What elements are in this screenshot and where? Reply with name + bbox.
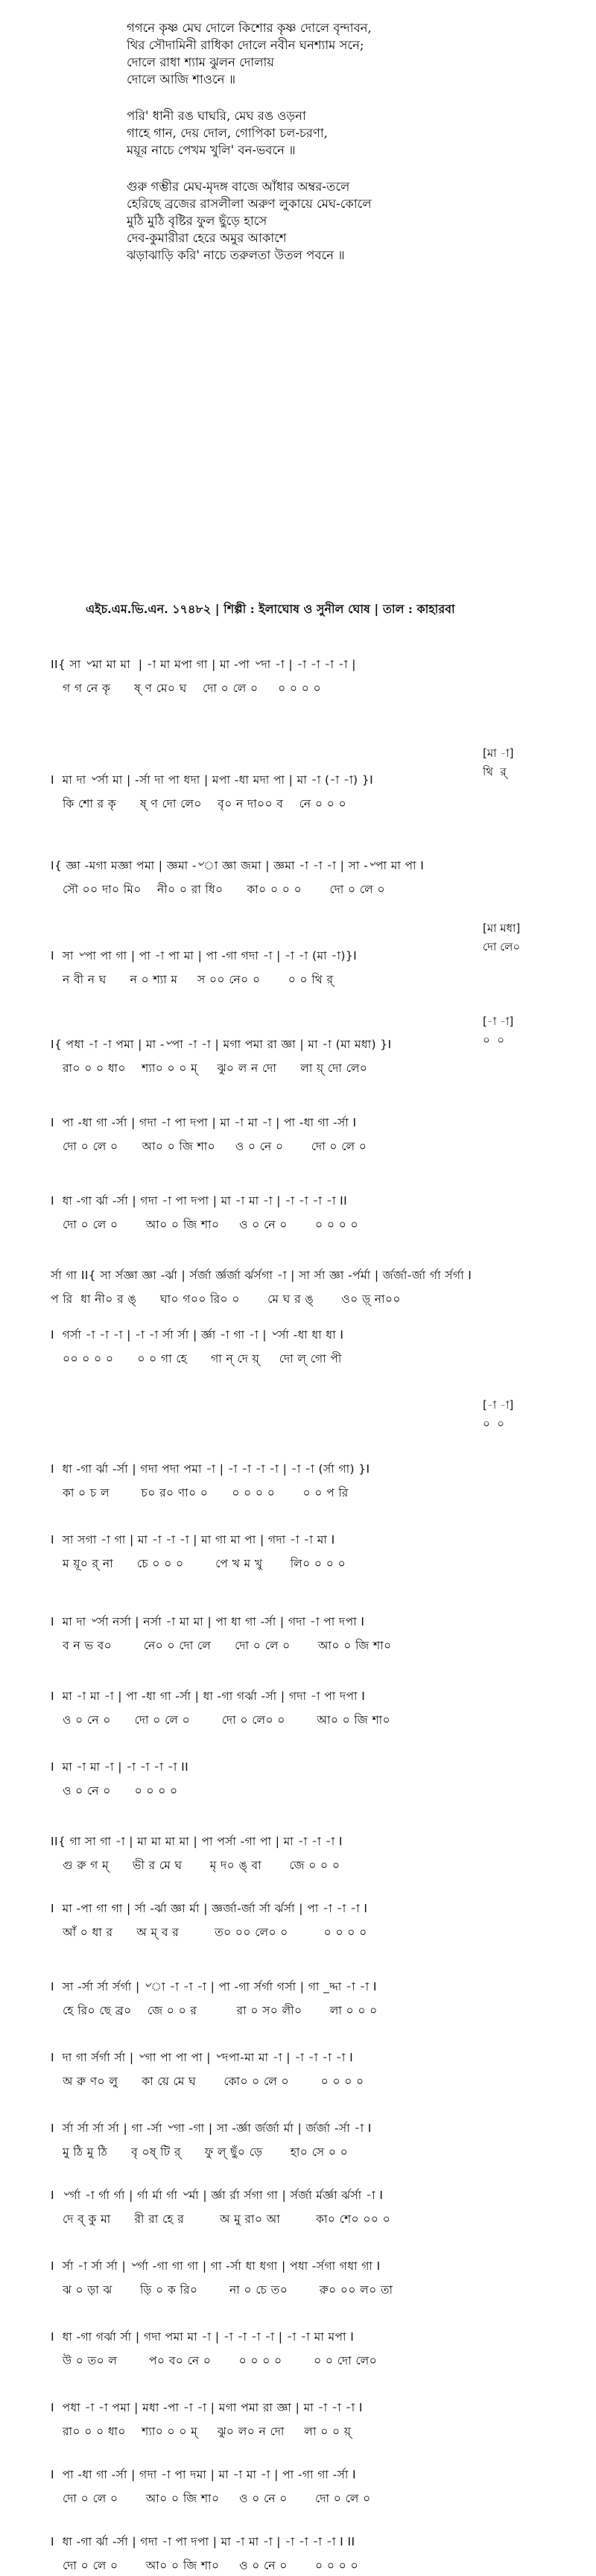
lyric-syllable-line: আঁ ০ ধা র অ ম্ ব র ত০ ০০ লে০ ০ ০ ০ ০ ০ [51, 1926, 367, 1939]
notation-row [51, 2119, 372, 2163]
notation-row [51, 2049, 364, 2092]
swara-line: I র্সা র্সা র্সা র্সা | গা -র্সা ৺গা -গা | সা -র্জ্ঞা র্জর্জা র্মা | র্জর্জা -র্সা -া I [51, 2122, 372, 2135]
swara-line: I পা -ধা গা -র্সা | গদা -া পা দপা | মা -া মা -া | পা -ধা গা -র্সা I [51, 1116, 357, 1129]
ending-bracket [483, 920, 520, 957]
lyric-syllable-line: কা ০ চ ল চ০ র০ ণা০ ০ ০ ০ ০ ০ ০ ০ প রি [51, 1486, 349, 1500]
notation-row [51, 2186, 390, 2230]
swara-line: I গর্সা -া -া -া | -া -া র্সা র্সা | র্জ্ঞা -া গা -া | ৺র্সা -ধা ধা ধা I [51, 1328, 344, 1342]
swara-line: I ধা -গা গর্ঝা র্সা | গদা পমা মা -া | -া -া -া -া | -া -া মা মপা I [51, 2330, 355, 2344]
ending-bracket [483, 1013, 513, 1050]
swara-line: I ধা -গা র্ঝা -র্সা | গদা -া পা দপা | মা -া মা -া | -া -া -া -া II [51, 1194, 348, 1208]
swara-line: I ৺র্গা -া র্গা র্গা | র্গা র্মা র্গা ৺র্মা | র্জ্ঞা র্রা র্সগা গা | র্সর্জা র্মর্জ্ঞা র্ঝর্সা -া I [51, 2189, 384, 2202]
lyric-syllable-line: ন বী ন ঘ ন ০ শ্যা ম স ০০ নে০ ০ ০ ০ থি র্ [51, 973, 334, 986]
swara-line: I র্সা -া র্সা র্সা | ৺র্গা -গা গা গা | গা -র্সা ধা ধগা | পধা -র্সগা গধা গা I [51, 2259, 381, 2273]
notation-row [51, 1687, 390, 1730]
notation-row [51, 1114, 367, 1157]
notation-row [51, 1531, 346, 1574]
lyric-syllable-line: মু ঠি মু ঠি বৃ ০ষ্ টি র্ ফু ল্ ছুঁ০ ড়ে হা০ সে ০ ০ [51, 2145, 349, 2159]
notation-row [51, 947, 357, 990]
lyric-syllable-line: ও ০ নে ০ ০ ০ ০ ০ [51, 1784, 178, 1798]
swara-line: I সা ৺পা পা গা | পা -া পা মা | পা -গা গদা -া | -া -া (মা -া)}I [51, 949, 358, 962]
swara-line: I মা -পা গা গা | র্সা -র্ঝা জ্ঞা র্মা | জ্ঞর্জা-র্জা র্সা র্ঝর্সা | পা -া -া -া I [51, 1902, 368, 1915]
ending-bracket [483, 745, 514, 782]
notation-row [51, 1266, 472, 1310]
swara-line: II{ সা ৺মা মা মা | -া মা মপা গা | মা -পা ৺দা -া | -া -া -া -া | [51, 658, 356, 671]
stanza-gap [127, 87, 544, 107]
lyric-syllable-line: অ রু ণ০ লু কা য়ে মে ঘ কো০ ০ লে ০ ০ ০ ০ ০ [51, 2075, 364, 2088]
swara-line: I মা -া মা -া | -া -া -া -া II [51, 1760, 189, 1774]
notation-row [51, 1326, 343, 1369]
stanza-gap [127, 158, 544, 177]
swara-line: I মা -া মা -া | পা -ধা গা -র্সা | ধা -গা গর্ঝা -র্সা | গদা -া পা দপা I [51, 1690, 366, 1703]
swara-line: I{ পধা -া -া পমা | মা -৺পা -া -া | মগা পমা রা জ্ঞা | মা -া (মা মধা) }I [51, 1038, 392, 1051]
swara-line: I মা দা ৺র্সা মা | -র্সা দা পা ধদা | মপা -ধা মদা পা | মা -া (-া -া) }I [51, 773, 374, 787]
swara-line: I পধা -া -া পমা | মধা -পা -া -া | মগা পমা রা জ্ঞা | মা -া -া -া I [51, 2401, 363, 2414]
lyric-syllable-line: গ গ নে কৃ ষ্ ণ মে০ ঘ দো ০ লে ০ ০ ০ ০ ০ [51, 682, 322, 695]
lyric-syllable-line: রা০ ০ ০ ধা০ শ্যা০ ০ ০ ম্ ঝু০ ল ন দো লা য়্ দো লে০ [51, 1062, 368, 1075]
lyric-syllable-line: রা০ ০ ০ ধা০ শ্যা০ ০ ০ ম্ ঝু০ ল০ ন দো লা ০ ০ য়্ [51, 2425, 352, 2438]
bracket-notation: [মা -া] থি র্ [483, 746, 514, 778]
lyric-line: থির সৌদামিনী রাধিকা দোলে নবীন ঘনশ্যাম সনে; [127, 38, 364, 52]
notation-row [51, 2533, 358, 2576]
notation-row [51, 1900, 367, 1943]
lyric-line: মুঠি মুঠি বৃষ্টির ফুল ছুঁড়ে হাসে [127, 214, 267, 228]
lyric-syllable-line: ম য়ূ০ র্ না চে ০ ০ ০ পে খ ম খু লি০ ০ ০ ০ [51, 1557, 346, 1570]
swara-line: I ধা -গা র্ঝা -র্সা | গদা -া পা দপা | মা -া মা -া | -া -া -া -া I II [51, 2535, 355, 2548]
notation-row [51, 2328, 377, 2371]
lyric-line: গগনে কৃষ্ণ মেঘ দোলে কিশোর কৃষ্ণ দোলে বৃন্দাবন, [127, 21, 372, 35]
notation-row [51, 1978, 378, 2021]
swara-line: II{ গা সা গা -া | মা মা মা মা | পা পর্সা -গা পা | মা -া -া -া I [51, 1835, 343, 1848]
lyric-syllable-line: উ ০ ত০ ল প০ ব০ নে ০ ০ ০ ০ ০ ০ ০ দো লে০ [51, 2354, 378, 2367]
lyric-line: গুরু গম্ভীর মেঘ-মৃদঙ্গ বাজে আঁধার অম্বর-তলে [127, 180, 350, 194]
record-info-line: এইচ.এম.ভি.এন. ১৭৪৮২ | শিল্পী : ইলাঘোষ ও সুনীল ঘোষ | তাল : কাহারবা [86, 602, 455, 616]
lyric-syllable-line: দো ০ লে ০ আ০ ০ জি শা০ ও ০ নে ০ ০ ০ ০ ০ [51, 2559, 358, 2572]
swara-line: I সা সগা -া গা | মা -া -া -া | মা গা মা পা | গদা -া -া মা I [51, 1533, 335, 1546]
lyric-line: দোলে রাধা শ্যাম ঝুলন দোলায় [127, 55, 275, 69]
lyric-syllable-line: ০০ ০ ০ ০ ০ ০ গা হে গা ন্ দে য়্ দো ল্ গো পী [51, 1352, 342, 1365]
lyric-syllable-line: সৌ ০০ দা০ মি০ নী০ ০ রা ধি০ কা০ ০ ০ ০ দো ০ লে ০ [51, 883, 385, 896]
notation-row [51, 1460, 370, 1503]
lyric-syllable-line: ব ন ভ ব০ নে০ ০ দো লে দো ০ লে ০ আ০ ০ জি শা০ [51, 1639, 392, 1652]
bracket-notation: [-া -া] ০ ০ [483, 1398, 514, 1430]
song-lyrics [127, 19, 544, 263]
notation-row [51, 1613, 392, 1656]
lyric-line: হেরিছে ব্রজের রাসলীলা অরুণ লুকায়ে মেঘ-কোলে [127, 197, 372, 211]
swara-line: র্সা গা II{ সা র্সজ্ঞা জ্ঞা -র্ঝা | র্সর্জা র্জ্ঞর্জা র্ঝর্সগা -া | সা র্সা জ্ঞা -র্পর্মা | র্জর্জা-র্জা র্গা র্সর্গা I [51, 1269, 472, 1282]
lyric-syllable-line: দে ব্ কু মা রী রা হে র অ মু রা০ আ কা০ শে০ ০০ ০ [51, 2212, 391, 2226]
swara-line: I ধা -গা র্ঝা -র্সা | গদা পদা পমা -া | -া -া -া -া | -া -া (র্সা গা) }I [51, 1462, 370, 1476]
bracket-notation: [মা মধা] দো লে০ [483, 921, 521, 954]
lyric-syllable-line: কি শো র কৃ ষ্ ণ দো লে০ বৃ০ ন দা০০ ব নে ০ ০ ০ [51, 797, 346, 810]
notation-row [51, 857, 424, 900]
notation-row [51, 1192, 358, 1235]
notation-row [51, 1833, 343, 1876]
notation-row [51, 2466, 371, 2509]
bracket-notation: [-া -া] ০ ০ [483, 1015, 514, 1047]
notation-row [51, 2399, 363, 2442]
swara-line: I{ জ্ঞা -মগা মজ্ঞা পমা | জ্ঞমা -৺া জ্ঞা জমা | জ্ঞমা -া -া -া | সা -৺পা মা পা I [51, 859, 425, 872]
lyric-line: দোলে আজি শাওনে ॥ [127, 72, 236, 86]
notation-row [51, 656, 356, 699]
notation-row [51, 1758, 188, 1801]
lyric-line: ঝড়াঝাড়ি করি' নাচে তরুলতা উতল পবনে ॥ [127, 248, 345, 262]
lyric-line: দেব-কুমারীরা হেরে অমুর আকাশে [127, 231, 287, 245]
lyric-syllable-line: ঝ ০ ড়া ঝ ড়ি ০ ক রি০ না ০ চে ত০ রু০ ০০ ল০ তা [51, 2283, 393, 2297]
lyric-syllable-line: দো ০ লে ০ আ০ ০ জি শা০ ও ০ নে ০ দো ০ লে ০ [51, 2492, 371, 2505]
lyric-syllable-line: ও ০ নে ০ দো ০ লে ০ দো ০ লে০ ০ আ০ ০ জি শা০ [51, 1713, 391, 1727]
lyric-syllable-line: দো ০ লে ০ আ০ ০ জি শা০ ও ০ নে ০ ০ ০ ০ ০ [51, 1218, 358, 1231]
swara-line: I দা গা র্সর্গা র্সা | ৺গা পা পা পা | ৺দপা-মা মা -া | -া -া -া -া I [51, 2051, 354, 2064]
lyric-syllable-line: হে রি০ ছে ব্র০ জে ০ ০ র রা ০ স০ লী০ লা ০ ০ ০ [51, 2004, 378, 2017]
swara-line: I পা -ধা গা -র্সা | গদা -া পা দমা | মা -া মা -া | পা -গা গা -র্সা I [51, 2468, 357, 2481]
lyric-syllable-line: দো ০ লে ০ আ০ ০ জি শা০ ও ০ নে ০ দো ০ লে ০ [51, 1140, 367, 1153]
notation-row [51, 771, 373, 814]
swara-line: I মা দা ৺র্সা নর্সা | নর্সা -া মা মা | পা ধা গা -র্সা | গদা -া পা দপা I [51, 1615, 365, 1628]
lyric-syllable-line: গু রু গ ম্ ভী র মে ঘ মৃ দ০ ঙ্ বা জে ০ ০ ০ [51, 1859, 340, 1872]
swara-line: I সা -র্সা র্সা র্সর্গা | ৺া -া -া -া | পা -গা র্সর্গা গর্সা | গা _দ্দা -া -া I [51, 1980, 377, 1993]
lyric-line: ময়ূর নাচে পেখম খুলি' বন-ভবনে ॥ [127, 143, 296, 157]
lyric-syllable-line: প রি ধা নী০ র ঙ্ ঘা০ গ০০ রি০ ০ মে ঘ র ঙ্ ও০ ড়্ না০০ [51, 1292, 401, 1306]
notation-row [51, 1035, 392, 1079]
ending-bracket [483, 1397, 513, 1434]
notation-row [51, 2257, 393, 2300]
lyric-line: পরি' ধানী রঙ ঘাঘরি, মেঘ রঙ ওড়না [127, 109, 306, 123]
lyric-line: গাহে গান, দেয় দোল, গোপিকা চল-চরণা, [127, 126, 328, 140]
